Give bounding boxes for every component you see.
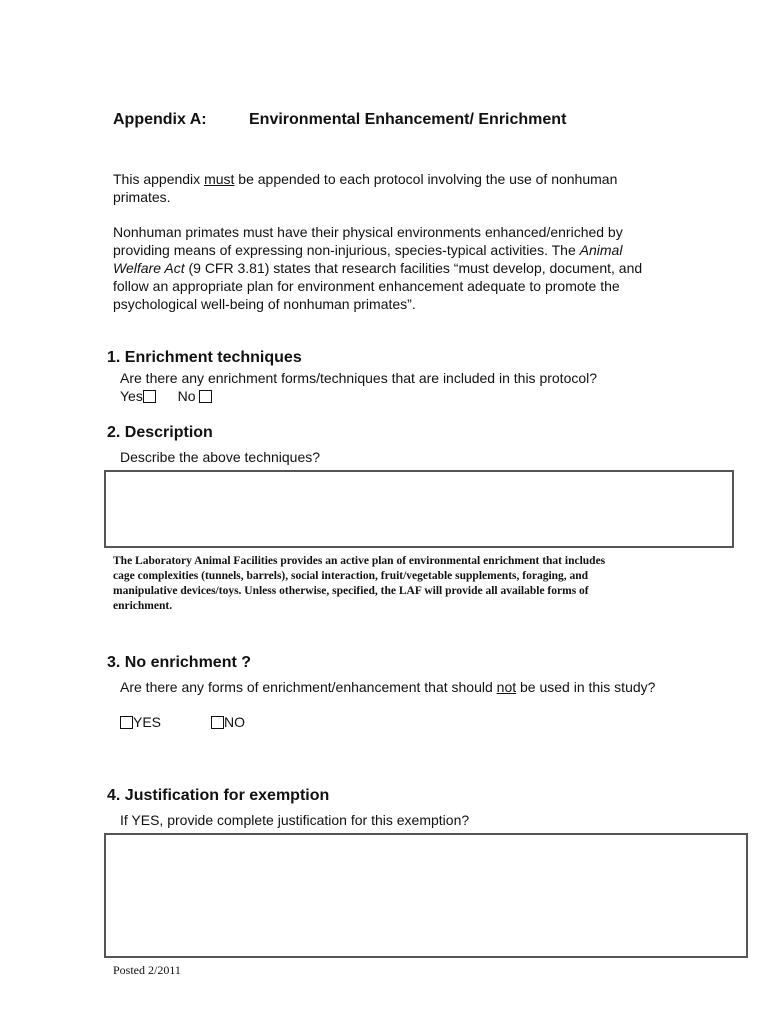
yes-checkbox[interactable]: [120, 716, 133, 729]
intro-p2-line4: follow an appropriate plan for environment enhancement adequate to promote the: [113, 278, 620, 294]
section-1-options: [120, 387, 212, 405]
section-3-no-option: [211, 713, 245, 731]
no-label: NO: [224, 714, 245, 730]
not-emphasis: not: [496, 679, 517, 695]
animal-italic: Animal: [579, 242, 623, 258]
laf-note-line4: enrichment.: [113, 600, 173, 612]
laf-note-line2: cage complexities (tunnels, barrels), social interaction, fruit/vegetable supplements, foraging, and: [113, 570, 589, 582]
section-3-question: [120, 678, 655, 696]
no-checkbox[interactable]: [199, 390, 212, 403]
welfare-act-italic: Welfare Act: [113, 260, 185, 276]
section-3-question-text: Are there any forms of enrichment/enhancement that should: [120, 679, 497, 695]
posted-date: Posted 2/2011: [113, 963, 181, 977]
intro-paragraph-2: [113, 223, 713, 313]
intro-p2-line5: psychological well-being of nonhuman primates”.: [113, 296, 416, 312]
no-label: No: [177, 388, 196, 404]
intro-paragraph-1: [113, 170, 713, 206]
intro-p2-line1: Nonhuman primates must have their physical environments enhanced/enriched by: [113, 224, 623, 240]
section-3-heading: 3. No enrichment ?: [107, 654, 252, 671]
intro-p1-line1: [113, 170, 713, 188]
section-3-yes-option: [120, 713, 161, 731]
justification-textbox[interactable]: [104, 833, 748, 958]
page-title: Environmental Enhancement/ Enrichment: [249, 111, 567, 128]
section-2-heading: 2. Description: [107, 424, 213, 441]
section-4-prompt: If YES, provide complete justification for this exemption?: [120, 812, 470, 828]
intro-p1-text-after: be appended to each protocol involving the use of nonhuman: [234, 171, 618, 187]
section-4-heading: 4. Justification for exemption: [107, 787, 330, 804]
laf-note-line3: manipulative devices/toys. Unless otherwise, specified, the LAF will provide all available forms of: [113, 585, 589, 597]
intro-p2-line3-text: (9 CFR 3.81) states that research facilities “must develop, document, and: [184, 260, 643, 276]
appendix-label: Appendix A:: [113, 111, 207, 128]
no-checkbox[interactable]: [211, 716, 224, 729]
yes-label: Yes: [120, 388, 143, 404]
intro-p2-line2: [113, 241, 713, 259]
laf-note: [113, 554, 733, 614]
section-2-prompt: Describe the above techniques?: [120, 449, 321, 465]
intro-p1-line2: primates.: [113, 189, 171, 205]
yes-checkbox[interactable]: [143, 390, 156, 403]
laf-note-line1: The Laboratory Animal Facilities provides an active plan of environmental enrichment that includes: [113, 555, 606, 567]
description-textbox[interactable]: [104, 470, 734, 548]
section-1-heading: 1. Enrichment techniques: [107, 349, 302, 366]
intro-p2-line2-text: providing means of expressing non-injurious, species-typical activities. The: [113, 242, 580, 258]
section-3-question-text-after: be used in this study?: [516, 679, 656, 695]
yes-label: YES: [133, 714, 162, 730]
intro-p2-line3: [113, 259, 713, 277]
must-emphasis: must: [204, 171, 235, 187]
intro-p1-text: This appendix: [113, 171, 205, 187]
section-1-question: Are there any enrichment forms/techniques that are included in this protocol?: [120, 370, 598, 386]
